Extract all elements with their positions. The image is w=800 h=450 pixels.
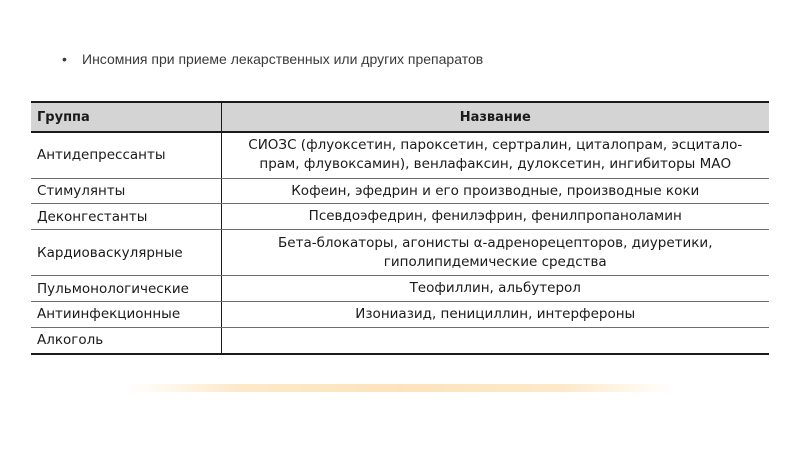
bullet-dot: • xyxy=(62,51,67,67)
row-group: Антиинфекционные xyxy=(31,302,221,328)
row-group: Кардиоваскулярные xyxy=(31,230,221,276)
header-name: Название xyxy=(221,103,769,132)
table-row xyxy=(31,132,769,178)
row-name xyxy=(221,230,769,276)
row-group: Пульмонологические xyxy=(31,276,221,302)
drug-table xyxy=(31,101,769,355)
table-row xyxy=(31,302,769,328)
table-row xyxy=(31,327,769,353)
row-name xyxy=(221,132,769,178)
row-name: Псевдоэфедрин, фенилэфрин, фенилпропаноламин xyxy=(221,204,769,230)
header-group: Группа xyxy=(31,103,221,132)
row-name-line: СИОЗС (флуоксетин, пароксетин, сертралин, циталопрам, эсцитало- xyxy=(248,137,743,154)
row-group: Стимулянты xyxy=(31,178,221,204)
decorative-glow-bar xyxy=(128,384,672,392)
table-row xyxy=(31,230,769,276)
row-name: Теофиллин, альбутерол xyxy=(221,276,769,302)
row-name xyxy=(221,327,769,353)
bullet-text: Инсомния при приеме лекарственных или других препаратов xyxy=(82,51,484,67)
bullet-point xyxy=(62,51,483,67)
table-row xyxy=(31,276,769,302)
row-name: Кофеин, эфедрин и его производные, производные коки xyxy=(221,178,769,204)
row-group: Алкоголь xyxy=(37,332,104,349)
table-row xyxy=(31,204,769,230)
row-name-line: Бета-блокаторы, агонисты α-адренорецепторов, диуретики, xyxy=(278,234,713,251)
row-name-line: гиполипидемические средства xyxy=(383,253,607,270)
row-group: Антидепрессанты xyxy=(31,132,221,178)
row-group: Деконгестанты xyxy=(31,204,221,230)
row-name: Изониазид, пенициллин, интерфероны xyxy=(221,302,769,328)
table-row xyxy=(31,178,769,204)
row-name-line: прам, флувоксамин), венлафаксин, дулоксетин, ингибиторы МАО xyxy=(259,156,732,173)
table-header-row xyxy=(31,103,769,132)
